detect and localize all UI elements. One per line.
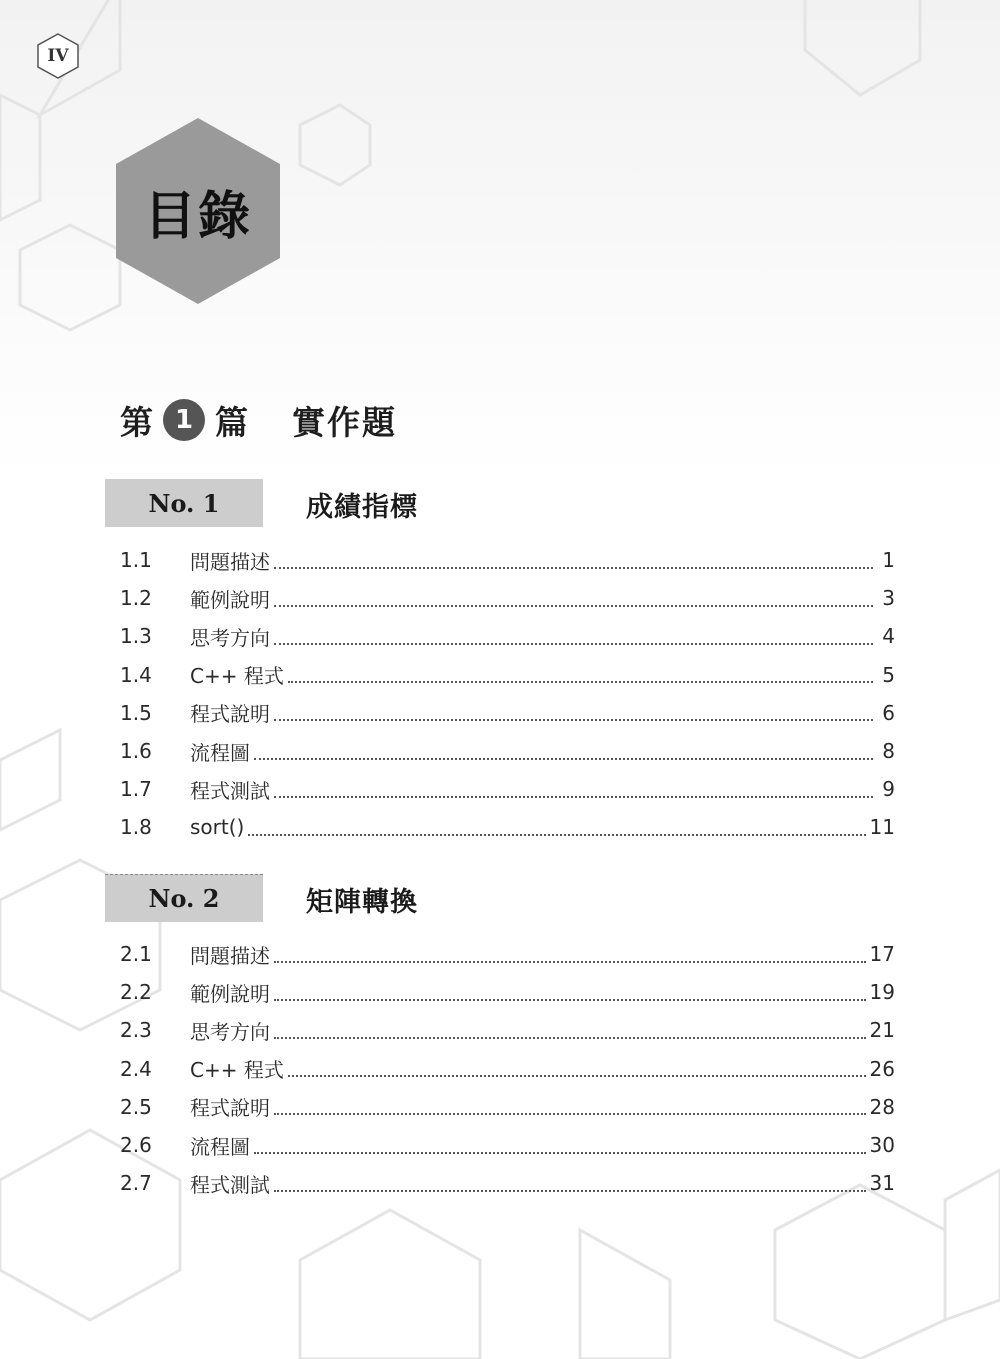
toc-entry-label: 範例說明: [190, 587, 270, 612]
dot-leader: [274, 1112, 866, 1115]
page-number: IV: [47, 46, 69, 66]
toc-entry-page: 26: [869, 1056, 895, 1081]
toc-entry[interactable]: [120, 541, 895, 579]
toc-entry-number: 1.2: [120, 586, 152, 611]
toc-entry[interactable]: [120, 1164, 895, 1202]
dot-leader: [254, 1151, 866, 1154]
toc-entry-label: sort(): [190, 815, 245, 840]
toc-entry-page: 28: [869, 1094, 895, 1119]
chapter-2-toc: [120, 935, 895, 1202]
toc-entry[interactable]: [120, 808, 895, 846]
toc-entry-label: C++ 程式: [190, 1058, 284, 1083]
toc-entry-number: 2.6: [120, 1133, 152, 1158]
dot-leader: [274, 642, 873, 645]
toc-entry-number: 1.3: [120, 624, 152, 649]
toc-entry-number: 2.5: [120, 1094, 152, 1119]
part-suffix: 篇: [215, 402, 248, 442]
toc-entry-number: 1.6: [120, 739, 152, 764]
toc-entry-label: 程式測試: [190, 778, 270, 803]
part-prefix: 第: [120, 402, 153, 442]
toc-entry-number: 2.3: [120, 1018, 152, 1043]
toc-entry-label: 程式說明: [190, 1096, 270, 1121]
toc-entry-number: 1.5: [120, 700, 152, 725]
toc-entry-page: 11: [869, 815, 895, 840]
toc-entry-number: 1.1: [120, 548, 152, 573]
dot-leader: [288, 1074, 866, 1077]
toc-entry-number: 1.7: [120, 777, 152, 802]
toc-entry-label: 流程圖: [190, 1134, 250, 1159]
toc-entry[interactable]: [120, 770, 895, 808]
toc-entry[interactable]: [120, 1050, 895, 1088]
dot-leader: [254, 757, 873, 760]
dot-leader: [274, 566, 873, 569]
dot-leader: [288, 680, 873, 683]
toc-entry-page: 30: [869, 1133, 895, 1158]
dot-leader: [274, 1036, 866, 1039]
toc-entry-page: 1: [882, 548, 895, 573]
toc-entry-page: 31: [869, 1171, 895, 1196]
chapter-1-title: 成績指標: [306, 492, 418, 523]
toc-entry-number: 2.4: [120, 1056, 152, 1081]
toc-entry-number: 2.1: [120, 942, 152, 967]
toc-entry[interactable]: [120, 935, 895, 973]
toc-entry[interactable]: [120, 617, 895, 655]
dot-leader: [248, 833, 865, 836]
toc-entry-label: 流程圖: [190, 740, 250, 765]
dot-leader: [274, 795, 873, 798]
toc-entry-page: 21: [869, 1018, 895, 1043]
part-heading: [120, 394, 397, 446]
toc-entry[interactable]: [120, 694, 895, 732]
dot-leader: [274, 1189, 866, 1192]
toc-entry-page: 4: [882, 624, 895, 649]
dot-leader: [274, 998, 866, 1001]
chapter-1-label: No. 1: [105, 479, 263, 527]
toc-entry-page: 17: [869, 942, 895, 967]
toc-entry-label: 程式測試: [190, 1172, 270, 1197]
toc-entry[interactable]: [120, 579, 895, 617]
chapter-2-title: 矩陣轉換: [306, 887, 418, 918]
chapter-1-toc: [120, 541, 895, 847]
toc-entry[interactable]: [120, 1011, 895, 1049]
toc-entry-label: C++ 程式: [190, 664, 284, 689]
toc-entry[interactable]: [120, 656, 895, 694]
toc-entry-page: 9: [882, 777, 895, 802]
dot-leader: [274, 960, 866, 963]
toc-entry-page: 8: [882, 739, 895, 764]
toc-entry-label: 範例說明: [190, 981, 270, 1006]
toc-entry-page: 3: [882, 586, 895, 611]
toc-entry-page: 6: [882, 700, 895, 725]
toc-entry-label: 問題描述: [190, 549, 270, 574]
toc-entry-page: 5: [882, 662, 895, 687]
toc-entry-label: 問題描述: [190, 943, 270, 968]
toc-entry-number: 1.4: [120, 662, 152, 687]
toc-entry-number: 2.7: [120, 1171, 152, 1196]
part-number-circle: 1: [163, 399, 205, 441]
toc-entry-label: 思考方向: [190, 1019, 270, 1044]
toc-entry[interactable]: [120, 732, 895, 770]
page-title: 目錄: [143, 185, 252, 247]
toc-entry-number: 1.8: [120, 815, 152, 840]
toc-entry-number: 2.2: [120, 980, 152, 1005]
toc-entry-label: 思考方向: [190, 625, 270, 650]
chapter-2-label: No. 2: [105, 874, 263, 922]
part-title: 實作題: [292, 402, 397, 442]
toc-entry[interactable]: [120, 1126, 895, 1164]
toc-entry-page: 19: [869, 980, 895, 1005]
dot-leader: [274, 718, 873, 721]
toc-entry[interactable]: [120, 973, 895, 1011]
toc-entry-label: 程式說明: [190, 702, 270, 727]
dot-leader: [274, 604, 873, 607]
toc-entry[interactable]: [120, 1088, 895, 1126]
